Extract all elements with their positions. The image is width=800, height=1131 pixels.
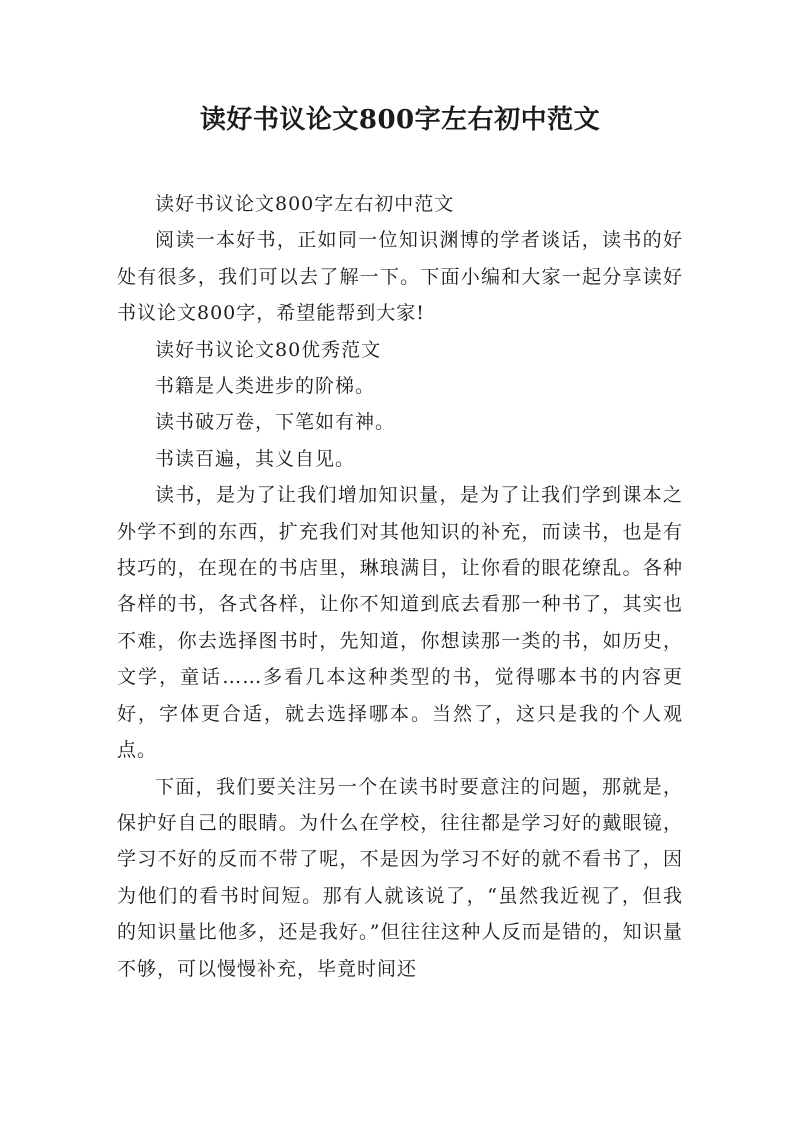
paragraph-subtitle: 读好书议论文800字左右初中范文 xyxy=(155,193,455,215)
paragraph-quote: 读书破万卷，下笔如有神。 xyxy=(155,411,396,434)
document-title: 读好书议论文800字左右初中范文 xyxy=(199,105,601,135)
paragraph-body: 读书，是为了让我们增加知识量，是为了让我们学到课本之外学不到的东西，扩充我们对其他知识的补充，而读书，也是有技巧的，在现在的书店里，琳琅满目，让你看的眼花缭乱。各种各样的书，各式各样，让你不知道到底去看那一种书了，其实也不难，你去选择图书时，先知道，你想读那一类的书，如历史，文学，童话……多看几本这种类型的书，觉得哪本书的内容更好，字体更合适，就去选择哪本。当然了，这只是我的个人观点。 xyxy=(117,484,683,762)
paragraph-quote: 书读百遍，其义自见。 xyxy=(155,447,356,470)
document-body xyxy=(117,186,683,987)
paragraph-intro: 阅读一本好书，正如同一位知识渊博的学者谈话，读书的好处有很多，我们可以去了解一下。下面小编和大家一起分享读好书议论文800字，希望能帮到大家! xyxy=(117,229,683,325)
paragraph-quote: 书籍是人类进步的阶梯。 xyxy=(155,375,376,398)
paragraph-section-heading: 读好书议论文80优秀范文 xyxy=(155,338,382,361)
paragraph-body: 下面，我们要关注另一个在读书时要意注的问题，那就是，保护好自己的眼睛。为什么在学校，往往都是学习好的戴眼镜，学习不好的反而不带了呢，不是因为学习不好的就不看书了，因为他们的看书时间短。那有人就该说了，“虽然我近视了，但我的知识量比他多，还是我好。”但往往这种人反而是错的，知识量不够，可以慢慢补充，毕竟时间还 xyxy=(117,775,683,980)
